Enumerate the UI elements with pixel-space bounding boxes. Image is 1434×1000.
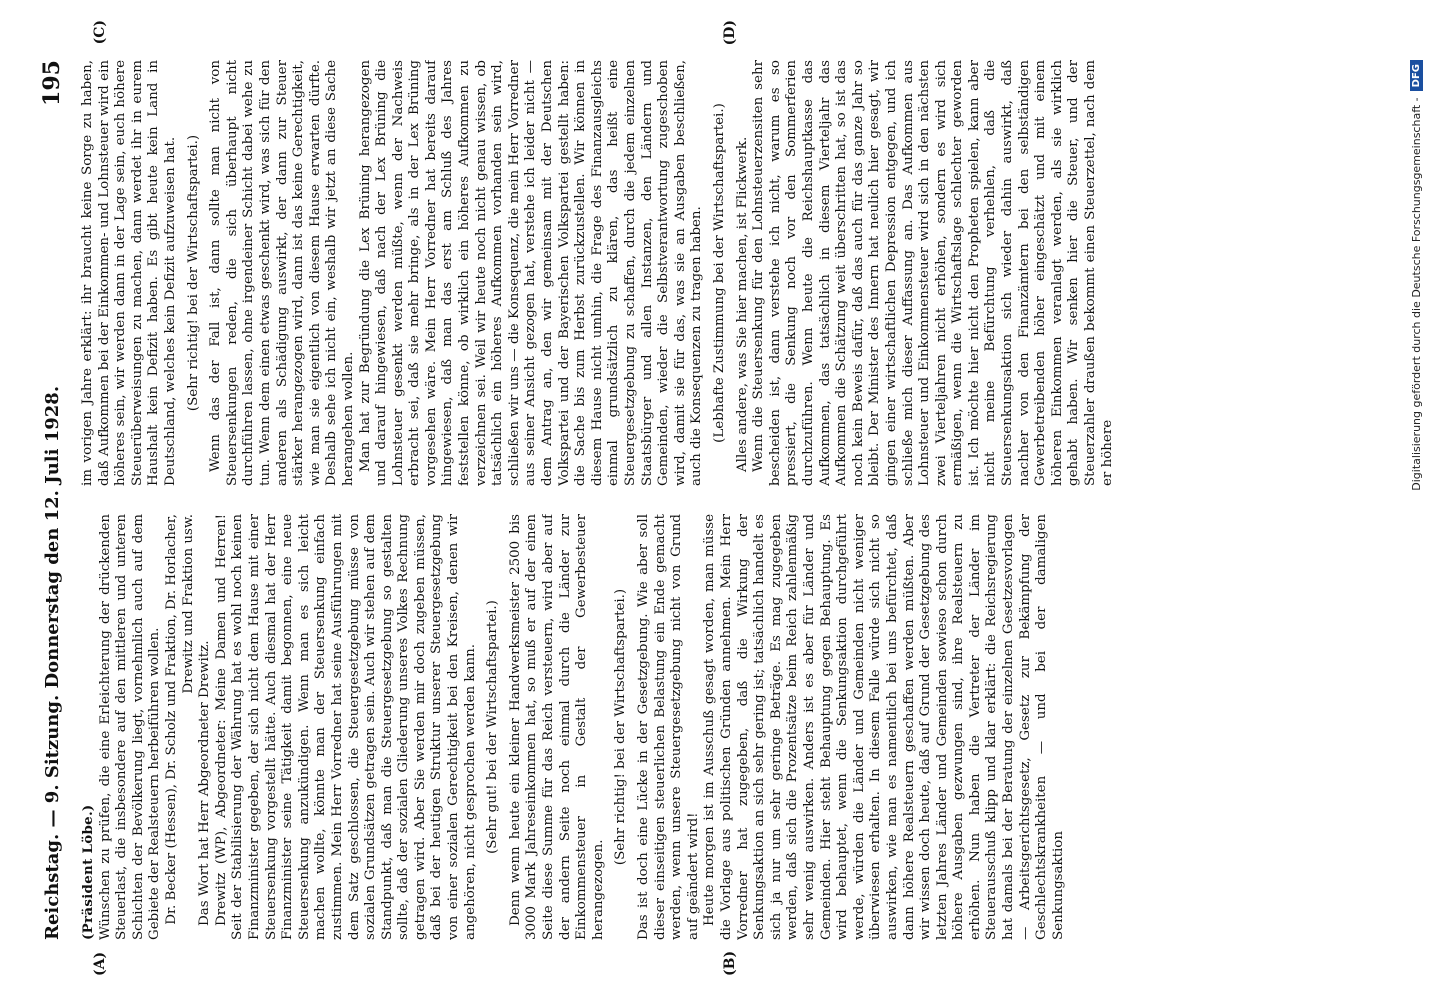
paragraph: Das ist doch eine Lücke in der Gesetzgebung. Wie aber soll dieser einseitigen steuerlichen Belastung ein Ende gemacht werden, wenn unsere Steuergesetzgebung nicht von Grund auf geändert wird! [636, 514, 701, 940]
page-header [32, 50, 72, 950]
column-right [80, 60, 1325, 486]
paragraph: Alles andere, was Sie hier machen, ist Flickwerk. [734, 136, 750, 472]
paragraph: Wenn das der Fall ist, dann sollte man nicht von Steuersenkungen reden, die sich überhaupt nicht durchführen lassen, ohne irgendeiner Schicht dabei wehe zu tun. Wenn dem einen etwas geschenkt wird, was sich für den anderen als Schädigung auswirkt, der dann zur Steuer stärker herangezogen wird, dann ist das keine Gerechtigkeit, wie man sie eigentlich von diesem Hause erwarten dürfte. Deshalb sehe ich nicht ein, weshalb wir jetzt an diese Sache herangehen wollen. [208, 60, 356, 486]
margin-marker-a: (A) [92, 951, 108, 976]
interjection: (Lebhafte Zustimmung bei der Wirtschaftspartei.) [711, 103, 727, 443]
speech-drewitz: Drewitz (WP), Abgeordneter: Meine Damen und Herren! Seit der Stabilisierung der Währung hat es wohl noch keinen Finanzminister gegeben, der sich nicht dem Hause mit einer Steuersenkung vorgestellt hätte. Auch diesmal hat der Herr Finanzminister seine Tätigkeit damit begonnen, eine neue Steuersenkung anzukündigen. Wenn man es sich leicht machen wollte, könnte man der Steuersenkung einfach zustimmen. Mein Herr Vorredner hat seine Ausführungen mit dem Satz geschlossen, die Steuergesetzgebung müsse von sozialen Grundsätzen getragen sein. Auch wir stehen auf dem Standpunkt, daß man die Steuergesetzgebung so gestalten sollte, daß der sozialen Gliederung unseres Volkes Rechnung getragen wird. Aber Sie werden mir doch zugeben müssen, daß bei der heutigen Struktur unserer Steuergesetzgebung von einer sozialen Gerechtigkeit bei den Kreisen, denen wir angehören, nicht gesprochen werden kann. [213, 514, 478, 940]
rotated-document-page [32, 20, 1332, 976]
paragraph: im vorigen Jahre erklärt: ihr braucht keine Sorge zu haben, daß Aufkommen bei der Einkommen- und Lohnsteuer wird ein höheres sein, wir werden dann in der Lage sein, euch höhere Steuerüberweisungen zu machen, dann werdet ihr in eurem Haushalt kein Defizit haben. Es gibt heute kein Land in Deutschland, welches kein Defizit aufzuweisen hat. [80, 60, 178, 486]
margin-marker-b: (B) [722, 950, 738, 976]
dfg-logo: DFG [1410, 60, 1423, 91]
text-columns [80, 50, 1325, 950]
speaker-president: (Präsident Löbe.) [80, 804, 96, 940]
margin-marker-d: (D) [722, 20, 738, 46]
paragraph: Wünschen zu prüfen, die eine Erleichterung der drückenden Steuerlast, die insbesondere auf den mittleren und unteren Schichten der Bevölkerung liegt, vornehmlich auch auf dem Gebiete der Realsteuern herbeiführen wollen. [97, 514, 163, 940]
interjection: (Sehr gut! bei der Wirtschaftspartei.) [485, 600, 501, 854]
interjection: (Sehr richtig! bei der Wirtschaftspartei.) [185, 134, 201, 412]
page-number: 195 [39, 60, 65, 106]
digitization-text: Digitalisierung gefördert durch die Deutsche Forschungsgemeinschaft - [1409, 97, 1423, 491]
header-title: Reichstag. — 9. Sitzung. Donnerstag den 12. Juli 1928. [41, 385, 63, 940]
signatories: Dr. Becker (Hessen), Dr. Scholz und Fraktion, Dr. Horlacher, Drewitz und Fraktion usw. [163, 514, 196, 925]
paragraph: Heute morgen ist im Ausschuß gesagt worden, man müsse die Vorlage aus politischen Gründen annehmen. Mein Herr Vorredner hat zugegeben, daß die Wirkung der Senkungsaktion an sich sehr gering ist; tatsächlich handelt es sich ja nur um sehr geringe Beträge. Es mag zugegeben werden, daß sich die Prozentsätze beim Reich zahlenmäßig sehr wenig auswirken. Anders ist es aber für Länder und Gemeinden. Hier steht Behauptung gegen Behauptung. Es wird behauptet, wenn die Senkungsaktion durchgeführt werde, würden die Länder und Gemeinden nicht weniger überwiesen erhalten. In diesem Falle würde sich nicht so auswirken, wie man es namentlich bei uns befürchtet, daß dann höhere Realsteuern geschaffen werden müßten. Aber wir wissen doch heute, daß auf Grund der Gesetzgebung des letzten Jahres Länder und Gemeinden sowieso schon durch höhere Ausgaben gezwungen sind, ihre Realsteuern zu erhöhen. Nun haben die Vertreter der Länder im Steuerausschuß klipp und klar erklärt: die Reichsregierung hat damals bei der Beratung der einzelnen Gesetzesvorlagen — Arbeitsgerichtsgesetz, Gesetz zur Bekämpfung der Geschlechtskrankheiten — und bei der damaligen Senkungsaktion [702, 514, 1066, 940]
interjection: (Sehr richtig! bei der Wirtschaftspartei.) [613, 588, 629, 866]
paragraph: Denn wenn heute ein kleiner Handwerksmeister 2500 bis 3000 Mark Jahreseinkommen hat, so muß er auf der einen Seite diese Summe für das Reich versteuern, wird aber auf der andern Seite noch einmal durch die Länder zur Einkommensteuer in Gestalt der Gewerbesteuer herangezogen. [507, 514, 606, 940]
column-left [80, 514, 1325, 940]
paragraph: Man hat zur Begründung die Lex Brüning herangezogen und darauf hingewiesen, daß nach der Lex Brüning die Lohnsteuer gesenkt werden müßte, wenn der Nachweis erbracht sei, daß sie mehr bringe, als in der Lex Brüning vorgesehen wäre. Mein Herr Vorredner hat bereits darauf hingewiesen, daß man das erst am Schluß des Jahres feststellen könne, ob wirklich ein höheres Aufkommen zu verzeichnen sei. Weil wir heute noch nicht genau wissen, ob tatsächlich ein höheres Aufkommen vorhanden sein wird, schließen wir uns — die Konsequenz, die mein Herr Vorredner aus seiner Ansicht gezogen hat, verstehe ich leider nicht — dem Antrag an, den wir gemeinsam mit der Deutschen Volkspartei und der Bayerischen Volkspartei gestellt haben: die Sache bis zum Herbst zurückzustellen. Wir können in diesem Hause nicht umhin, die Frage des Finanzausgleichs einmal grundsätzlich zu klären, das heißt eine Steuergesetzgebung zu schaffen, durch die jedem einzelnen Staatsbürger und allen Instanzen, den Ländern und Gemeinden, wieder die Selbstverantwortung zugeschoben wird, damit sie für das, was sie an Ausgaben beschließen, auch die Konsequenzen zu tragen haben. [357, 60, 705, 486]
paragraph: Das Wort hat Herr Abgeordneter Drewitz. [197, 640, 213, 926]
paragraph: Wenn die Steuersenkung für den Lohnsteuerzensiten sehr bescheiden ist, dann verstehe ich nicht, warum es so pressiert, die Senkung noch vor den Sommerferien durchzuführen. Wenn heute die Reichshauptkasse das Aufkommen, das tatsächlich in diesem Vierteljahr das Aufkommen die Schätzung weit überschritten hat, so ist das noch kein Beweis dafür, daß das auch für das ganze Jahr so bleibt. Der Minister des Innern hat neulich hier gesagt, wir gingen einer wirtschaftlichen Depression entgegen, und ich schließe mich dieser Auffassung an. Das Aufkommen aus Lohnsteuer und Einkommensteuer wird sich in den nächsten zwei Vierteljahren nicht erhöhen, sondern es wird sich ermäßigen, wenn die Wirtschaftslage schlechter geworden ist. Ich möchte hier nicht den Propheten spielen, kann aber nicht meine Befürchtung verhehlen, daß die Steuersenkungsaktion sich wieder dahin auswirkt, daß nachher von den Finanzämtern bei den selbständigen Gewerbetreibenden höher eingeschätzt und mit einem höheren Einkommen veranlagt werden, als sie wirklich gehabt haben. Wir senken hier die Steuer, und der Steuerzahler draußen bekommt einen Steuerzettel, nach dem er höhere [751, 60, 1115, 486]
digitization-note [1404, 60, 1428, 940]
margin-marker-c: (C) [92, 20, 108, 45]
